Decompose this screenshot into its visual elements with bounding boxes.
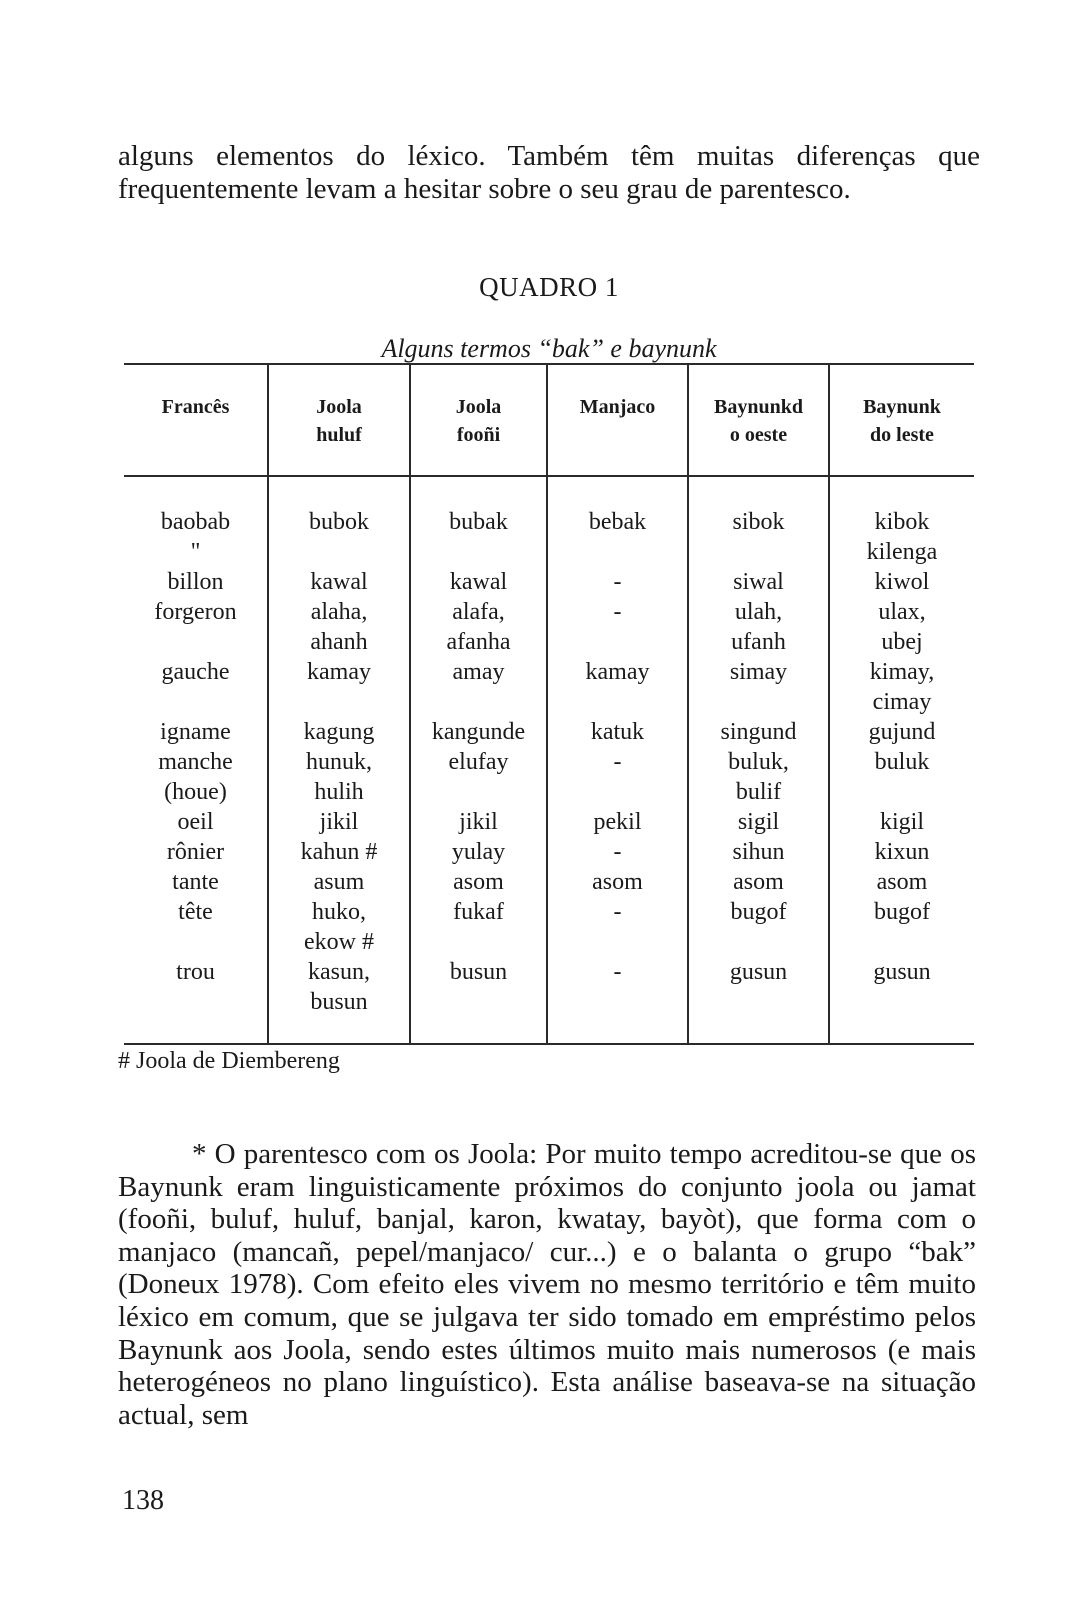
table-cell: billon	[167, 569, 224, 595]
table-cell: jikil	[268, 807, 410, 837]
table-label: QUADRO 1	[479, 272, 619, 302]
header-subline: o oeste	[729, 424, 788, 446]
table-cell: -	[547, 837, 688, 867]
table-cell: kagung	[268, 717, 410, 747]
table-cell: asom	[829, 867, 974, 897]
header-subline: huluf	[316, 424, 362, 446]
table-cell: gusun	[688, 957, 829, 987]
table-cell	[410, 687, 547, 717]
table-cell: kilenga	[829, 537, 974, 567]
table-cell: huko,	[268, 897, 410, 927]
table-cell: kahun #	[268, 837, 410, 867]
header-line: Manjaco	[579, 396, 656, 418]
table-cell	[410, 987, 547, 1017]
table-cell: buluk	[829, 747, 974, 777]
header-line: Baynunkd	[714, 396, 803, 418]
table-cell: (houe)	[164, 779, 227, 805]
table-cell: busun	[410, 957, 547, 987]
table-cell	[124, 687, 268, 717]
table-row	[124, 897, 974, 927]
table-row	[124, 957, 974, 987]
table-cell: kasun,	[268, 957, 410, 987]
table-row	[124, 837, 974, 867]
table-cell	[268, 687, 410, 717]
table-cell: igname	[160, 719, 231, 745]
body-paragraph	[118, 1138, 976, 1431]
table-cell: ubej	[829, 627, 974, 657]
table-cell	[547, 777, 688, 807]
table-cell	[547, 927, 688, 957]
table-row	[124, 687, 974, 717]
table-cell: hunuk,	[268, 747, 410, 777]
table-cell: manche	[158, 749, 233, 775]
table-cell: asum	[268, 867, 410, 897]
table-cell: fukaf	[410, 897, 547, 927]
table-cell: cimay	[829, 687, 974, 717]
table-cell: singund	[688, 717, 829, 747]
table-cell: yulay	[410, 837, 547, 867]
table-cell: kawal	[268, 567, 410, 597]
table-cell: kigil	[829, 807, 974, 837]
table-cell	[829, 777, 974, 807]
table-header-row	[124, 364, 974, 476]
table-cell: sigil	[688, 807, 829, 837]
header-manjaco	[547, 364, 688, 476]
table-row	[124, 627, 974, 657]
table-cell: busun	[268, 987, 410, 1017]
table-cell: oeil	[177, 809, 214, 835]
table-cell: gauche	[161, 659, 230, 685]
table-row	[124, 987, 974, 1017]
table-cell: baobab	[160, 509, 231, 535]
table-cell: asom	[688, 867, 829, 897]
table-cell	[688, 987, 829, 1017]
table-title-wrap	[118, 334, 980, 364]
table-cell: kiwol	[829, 567, 974, 597]
table-body	[124, 476, 974, 1044]
table-cell: asom	[547, 867, 688, 897]
table-cell: forgeron	[154, 599, 237, 625]
table-cell: "	[190, 539, 201, 565]
table-cell: kamay	[268, 657, 410, 687]
table-cell	[688, 927, 829, 957]
table-cell	[829, 987, 974, 1017]
table-cell: kangunde	[410, 717, 547, 747]
table-cell: ulax,	[829, 597, 974, 627]
table-cell: alafa,	[410, 597, 547, 627]
table-cell: bebak	[547, 507, 688, 537]
vocabulary-table	[124, 363, 974, 1045]
header-line: Francês	[161, 396, 230, 418]
table-cell: alaha,	[268, 597, 410, 627]
table-cell: sibok	[688, 507, 829, 537]
table-cell	[547, 537, 688, 567]
table-row	[124, 717, 974, 747]
header-joola-fooni	[410, 364, 547, 476]
table-cell	[829, 927, 974, 957]
table-footnote: # Joola de Diembereng	[118, 1048, 340, 1074]
table-cell: trou	[176, 959, 215, 985]
header-subline: fooñi	[456, 424, 501, 446]
header-subline: do leste	[870, 424, 934, 446]
header-line: Joola	[316, 396, 362, 418]
table-cell	[547, 687, 688, 717]
table-cell: -	[547, 957, 688, 987]
table-row	[124, 747, 974, 777]
table-cell: kibok	[829, 507, 974, 537]
table-cell: gujund	[829, 717, 974, 747]
table-cell: kamay	[547, 657, 688, 687]
table-title: Alguns termos “bak” e baynunk	[377, 334, 720, 365]
table-cell: amay	[410, 657, 547, 687]
table-cell	[124, 987, 268, 1017]
table-cell: kixun	[829, 837, 974, 867]
table-cell: rônier	[166, 839, 225, 865]
table-cell: gusun	[829, 957, 974, 987]
table-cell: bugof	[829, 897, 974, 927]
header-frances	[124, 364, 268, 476]
table-cell: ulah,	[688, 597, 829, 627]
table-cell: jikil	[410, 807, 547, 837]
header-baynunk-leste	[829, 364, 974, 476]
table-row	[124, 867, 974, 897]
intro-text: alguns elementos do léxico. Também têm muitas diferenças que frequentemente levam a hesitar sobre o seu grau de parentesco.	[118, 140, 980, 205]
table-cell	[410, 537, 547, 567]
table-cell: tante	[172, 869, 219, 895]
page-number: 138	[122, 1485, 164, 1516]
intro-paragraph	[118, 140, 980, 206]
table-row	[124, 537, 974, 567]
table-cell: simay	[688, 657, 829, 687]
table-cell: bubok	[268, 507, 410, 537]
table-cell	[547, 987, 688, 1017]
table-cell: pekil	[547, 807, 688, 837]
table-cell	[124, 927, 268, 957]
table-bottom-row	[124, 1017, 974, 1044]
table-row	[124, 567, 974, 597]
table-cell: buluk,	[688, 747, 829, 777]
table-row	[124, 777, 974, 807]
header-line: Joola	[455, 396, 502, 418]
header-line: Baynunk	[863, 396, 941, 418]
table-cell: -	[547, 597, 688, 627]
table-cell	[268, 537, 410, 567]
table-cell: -	[547, 567, 688, 597]
table-cell: tête	[178, 899, 213, 925]
table-cell: ahanh	[268, 627, 410, 657]
table-cell: ufanh	[688, 627, 829, 657]
table-cell: hulih	[268, 777, 410, 807]
table-cell	[688, 687, 829, 717]
table-cell: -	[547, 897, 688, 927]
header-baynunk-oeste	[688, 364, 829, 476]
table-cell: bugof	[688, 897, 829, 927]
table-cell: kimay,	[829, 657, 974, 687]
table-cell: katuk	[547, 717, 688, 747]
table-cell	[410, 777, 547, 807]
table-row	[124, 597, 974, 627]
header-joola-huluf	[268, 364, 410, 476]
table-cell: -	[547, 747, 688, 777]
table-row	[124, 807, 974, 837]
table-row	[124, 927, 974, 957]
table-cell: ekow #	[268, 927, 410, 957]
table-cell	[124, 627, 268, 657]
table-cell	[410, 927, 547, 957]
table-spacer-row	[124, 476, 974, 507]
table-cell: afanha	[410, 627, 547, 657]
table-cell: bubak	[410, 507, 547, 537]
table-cell	[547, 627, 688, 657]
body-text: * O parentesco com os Joola: Por muito tempo acreditou-se que os Baynunk eram linguisticamente próximos do conjunto joola ou jamat (fooñi, buluf, huluf, banjal, karon, kwatay, bayòt), que forma com o manjaco (mancañ, pepel/manjaco/ cur...) e o balanta o grupo “bak” (Doneux 1978). Com efeito eles vivem no mesmo território e têm muito léxico em comum, que se julgava ter sido tomado em empréstimo pelos Baynunk aos Joola, sendo estes últimos muito mais numerosos (e mais heterogéneos no plano linguístico). Esta análise baseava-se na situação actual, sem	[118, 1138, 976, 1431]
table-cell: asom	[410, 867, 547, 897]
table-cell: siwal	[688, 567, 829, 597]
table-row	[124, 657, 974, 687]
table-cell: sihun	[688, 837, 829, 867]
table-cell: bulif	[688, 777, 829, 807]
table-cell	[688, 537, 829, 567]
table-row	[124, 507, 974, 537]
table-cell: elufay	[410, 747, 547, 777]
table-cell: kawal	[410, 567, 547, 597]
